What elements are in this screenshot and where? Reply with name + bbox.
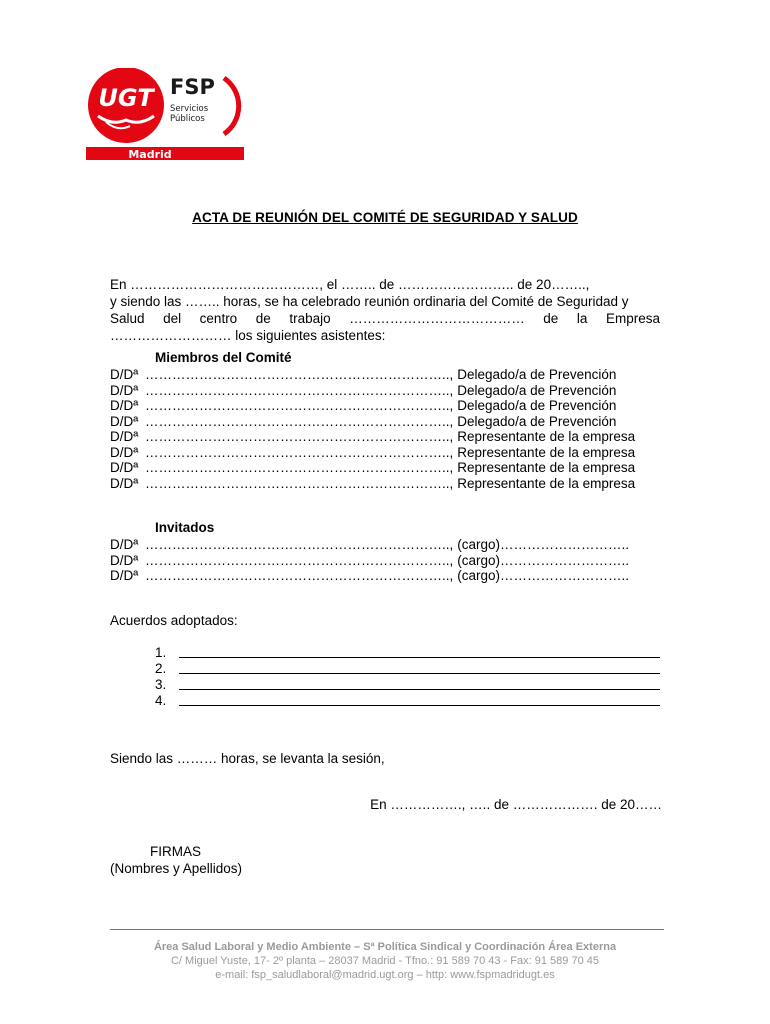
ugt-fsp-logo bbox=[84, 68, 246, 162]
acuerdo-number: 1. bbox=[155, 645, 167, 660]
row-prefix: D/Dª bbox=[110, 460, 139, 475]
intro-word: Salud bbox=[110, 311, 145, 326]
acuerdo-item bbox=[155, 645, 660, 661]
acuerdo-number: 3. bbox=[155, 677, 167, 692]
row-prefix: D/Dª bbox=[110, 367, 139, 382]
fsp-logo-text: FSP bbox=[170, 75, 215, 99]
firmas-sub: (Nombres y Apellidos) bbox=[110, 861, 243, 876]
miembro-row bbox=[110, 460, 660, 476]
row-cargo: (cargo)……………………….. bbox=[457, 568, 630, 583]
acuerdo-blank-line bbox=[179, 661, 660, 674]
intro-word: de bbox=[255, 311, 271, 326]
row-cargo: (cargo)……………………….. bbox=[457, 552, 630, 568]
row-prefix: D/Dª bbox=[110, 537, 139, 552]
miembro-row bbox=[110, 383, 660, 399]
servicios-text: Servicios bbox=[170, 104, 209, 114]
row-prefix: D/Dª bbox=[110, 398, 139, 413]
row-dots: ………………………………………………………….., bbox=[145, 444, 454, 460]
row-prefix: D/Dª bbox=[110, 429, 139, 444]
miembro-row bbox=[110, 476, 660, 492]
acuerdo-item bbox=[155, 677, 660, 693]
row-role: Representante de la empresa bbox=[457, 460, 636, 475]
intro-word: Empresa bbox=[605, 311, 660, 326]
footer-divider bbox=[110, 929, 664, 930]
intro-word: la bbox=[576, 311, 588, 326]
intro-word: del bbox=[163, 311, 182, 326]
madrid-text: Madrid bbox=[128, 148, 172, 161]
intro-word: trabajo bbox=[289, 311, 331, 326]
row-dots: ………………………………………………………….., bbox=[145, 382, 454, 398]
row-role: Delegado/a de Prevención bbox=[457, 413, 617, 429]
acuerdos-list bbox=[155, 645, 660, 709]
acuerdo-blank-line bbox=[179, 645, 660, 658]
row-role: Delegado/a de Prevención bbox=[457, 398, 617, 413]
row-prefix: D/Dª bbox=[110, 475, 139, 491]
miembro-row bbox=[110, 414, 660, 430]
invitado-row bbox=[110, 553, 660, 569]
intro-word: ………………………………… bbox=[349, 311, 525, 326]
row-prefix: D/Dª bbox=[110, 413, 139, 429]
acuerdo-blank-line bbox=[179, 693, 660, 706]
row-role: Delegado/a de Prevención bbox=[457, 382, 617, 398]
invitados-list bbox=[110, 537, 660, 584]
row-dots: ………………………………………………………….., bbox=[145, 398, 454, 413]
acuerdo-item bbox=[155, 693, 660, 709]
intro-word: de bbox=[543, 311, 559, 326]
miembros-heading: Miembros del Comité bbox=[155, 350, 292, 365]
acuerdo-number: 4. bbox=[155, 693, 167, 708]
publicos-text: Públicos bbox=[170, 114, 205, 124]
acuerdos-label: Acuerdos adoptados: bbox=[110, 613, 238, 628]
row-dots: ………………………………………………………….., bbox=[145, 568, 454, 583]
row-dots: ………………………………………………………….., bbox=[145, 367, 454, 382]
intro-line-3 bbox=[110, 310, 660, 327]
row-dots: ………………………………………………………….., bbox=[145, 552, 454, 568]
acuerdo-blank-line bbox=[179, 677, 660, 690]
row-dots: ………………………………………………………….., bbox=[145, 460, 454, 475]
row-prefix: D/Dª bbox=[110, 568, 139, 583]
row-dots: ………………………………………………………….., bbox=[145, 537, 454, 552]
row-dots: ………………………………………………………….., bbox=[145, 475, 454, 491]
logo-graphic bbox=[84, 68, 246, 162]
date-line: En ……………., ….. de ………………. de 20…… bbox=[370, 797, 662, 812]
acuerdo-item bbox=[155, 661, 660, 677]
ugt-logo-text: UGT bbox=[98, 84, 154, 112]
footer-line-3: e-mail: fsp_saludlaboral@madrid.ugt.org – http: www.fspmadridugt.es bbox=[215, 969, 555, 981]
row-prefix: D/Dª bbox=[110, 444, 139, 460]
invitado-row bbox=[110, 537, 660, 553]
row-role: Representante de la empresa bbox=[457, 444, 636, 460]
row-dots: ………………………………………………………….., bbox=[145, 413, 454, 429]
document-title: ACTA DE REUNIÓN DEL COMITÉ DE SEGURIDAD Y SALUD bbox=[192, 210, 578, 225]
footer-line-1: Área Salud Laboral y Medio Ambiente – Sª Política Sindical y Coordinación Área Externa bbox=[153, 941, 617, 953]
closing-text: Siendo las ……… horas, se levanta la sesión, bbox=[110, 751, 385, 766]
row-cargo: (cargo)……………………….. bbox=[457, 537, 630, 552]
miembro-row bbox=[110, 398, 660, 414]
miembro-row bbox=[110, 367, 660, 383]
row-role: Representante de la empresa bbox=[457, 429, 636, 444]
intro-line-1: En ……………………………………, el …….. de …………………….. de 20…….., bbox=[110, 277, 590, 292]
invitado-row bbox=[110, 568, 660, 584]
row-prefix: D/Dª bbox=[110, 382, 139, 398]
intro-line-4: ……………………… los siguientes asistentes: bbox=[110, 328, 386, 343]
row-dots: ………………………………………………………….., bbox=[145, 429, 454, 444]
firmas-label: FIRMAS bbox=[150, 844, 202, 859]
row-prefix: D/Dª bbox=[110, 552, 139, 568]
intro-word: centro bbox=[199, 311, 238, 326]
footer-line-2: C/ Miguel Yuste, 17- 2º planta – 28037 Madrid - Tfno.: 91 589 70 43 - Fax: 91 589 70 45 bbox=[170, 955, 599, 967]
acuerdo-number: 2. bbox=[155, 661, 167, 676]
miembros-list bbox=[110, 367, 660, 491]
logo-arc bbox=[224, 78, 239, 134]
intro-paragraph bbox=[110, 276, 660, 344]
intro-line-2: y siendo las …….. horas, se ha celebrado reunión ordinaria del Comité de Seguridad y bbox=[110, 294, 629, 309]
row-role: Delegado/a de Prevención bbox=[457, 367, 617, 382]
miembro-row bbox=[110, 429, 660, 445]
miembro-row bbox=[110, 445, 660, 461]
footer bbox=[0, 940, 770, 982]
firmas-block bbox=[110, 843, 242, 877]
row-role: Representante de la empresa bbox=[457, 475, 636, 491]
invitados-heading: Invitados bbox=[155, 520, 215, 535]
